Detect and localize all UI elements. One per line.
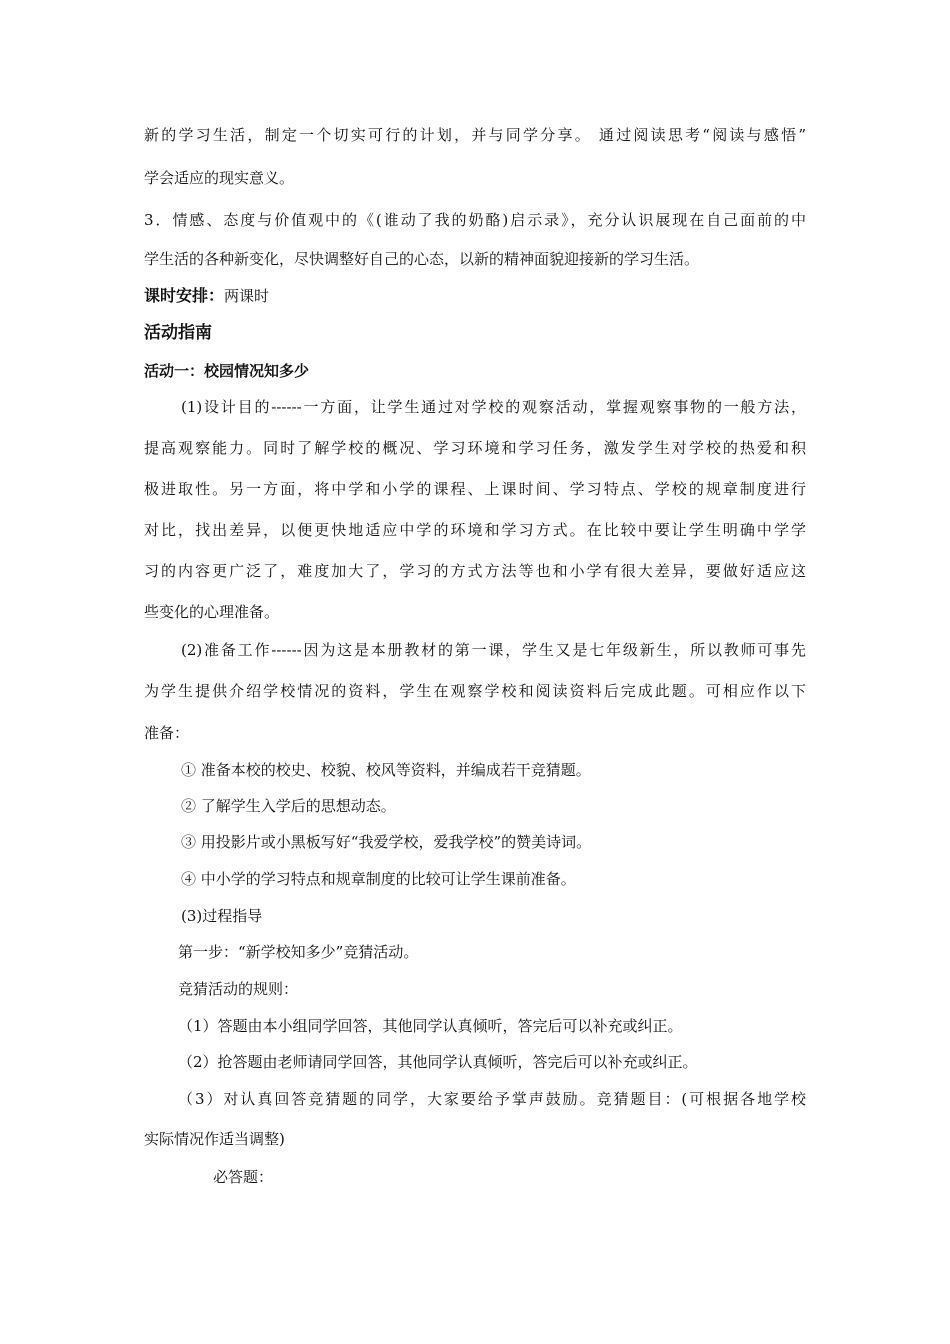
paragraph-line: 为学生提供介绍学校情况的资料，学生在观察学校和阅读资料后完成此题。可相应作以下 [144,682,806,700]
list-item: （3）对认真回答竞猜题的同学，大家要给予掌声鼓励。竞猜题目：(可根据各地学校 [178,1090,806,1108]
paragraph-line: 3．情感、态度与价值观中的《(谁动了我的奶酪)启示录》，充分认识展现在自己面前的中 [144,211,806,229]
paragraph-line: 些变化的心理准备。 [144,603,280,621]
list-item: （1）答题由本小组同学回答，其他同学认真倾听，答完后可以补充或纠正。 [178,1017,683,1035]
paragraph-line: 习的内容更广泛了，难度加大了，学习的方式方法等也和小学有很大差异，要做好适应这 [144,562,806,580]
paragraph-line: 竞猜活动的规则： [178,980,299,998]
paragraph-line: 极进取性。另一方面，将中学和小学的课程、上课时间、学习特点、学校的规章制度进行 [144,480,806,498]
paragraph-line: 必答题： [213,1168,274,1186]
paragraph-line: (2)准备工作------因为这是本册教材的第一课，学生又是七年级新生，所以教师可事先 [181,641,806,659]
paragraph-line: (3)过程指导 [181,907,263,925]
paragraph-line: (1)设计目的------一方面，让学生通过对学校的观察活动，掌握观察事物的一般方法， [181,398,806,416]
schedule-value: 两课时 [224,287,270,305]
paragraph-line: 提高观察能力。同时了解学校的概况、学习环境和学习任务，激发学生对学校的热爱和积 [144,439,806,457]
section-title: 活动指南 [144,323,212,343]
paragraph-line: 实际情况作适当调整) [144,1130,285,1148]
list-item: ④ 中小学的学习特点和规章制度的比较可让学生课前准备。 [181,870,576,888]
list-item: ① 准备本校的校史、校貌、校风等资料，并编成若干竞猜题。 [181,761,591,779]
list-item: ③ 用投影片或小黑板写好“我爱学校，爱我学校”的赞美诗词。 [181,833,592,851]
paragraph-line: 第一步：“新学校知多少”竞猜活动。 [178,943,419,961]
activity-title: 活动一：校园情况知多少 [144,362,310,380]
list-item: ② 了解学生入学后的思想动态。 [181,797,396,815]
paragraph-line: 学生活的各种新变化，尽快调整好自己的心态，以新的精神面貌迎接新的学习生活。 [144,250,700,268]
paragraph-line: 对比，找出差异，以便更快地适应中学的环境和学习方式。在比较中要让学生明确中学学 [144,521,806,539]
schedule-label: 课时安排： [144,286,225,305]
paragraph-line: 准备： [144,724,190,742]
schedule-line [144,286,269,306]
paragraph-line: 新的学习生活，制定一个切实可行的计划，并与同学分享。 通过阅读思考“阅读与感悟” [144,126,806,144]
paragraph-line: 学会适应的现实意义。 [144,169,295,187]
list-item: （2）抢答题由老师请同学回答，其他同学认真倾听，答完后可以补充或纠正。 [178,1053,698,1071]
